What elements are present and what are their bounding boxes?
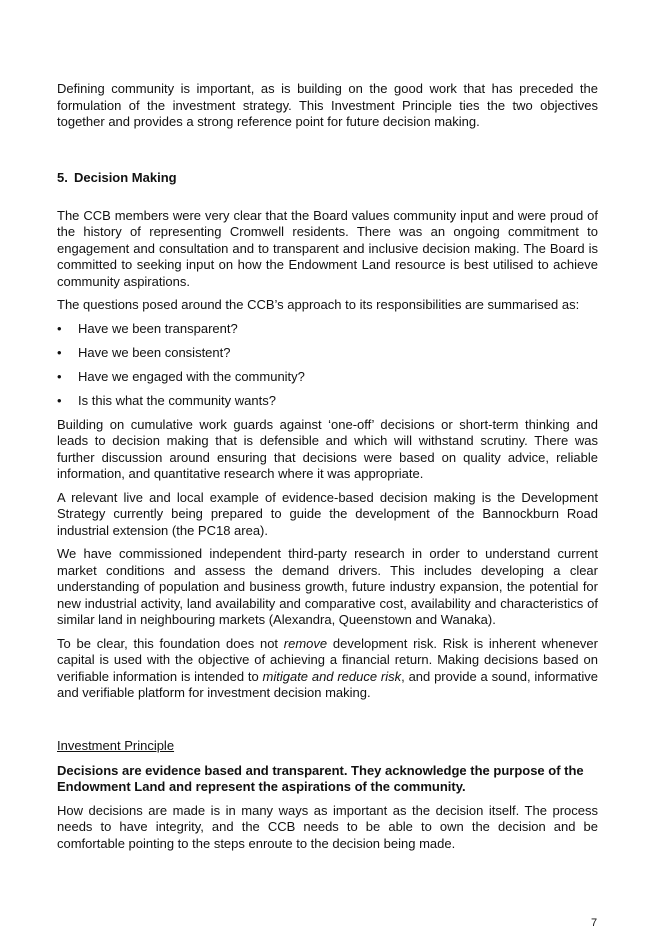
bullet-icon: •	[57, 392, 62, 408]
section-number: 5.	[57, 169, 68, 185]
paragraph-local-example: A relevant live and local example of evidence-based decision making is the Development Strategy currently being prepared to guide the development of the Bannockburn Road industrial extension (the PC18 area).	[57, 489, 598, 538]
paragraph-community-input: The CCB members were very clear that the Board values community input and were proud of the history of representing Cromwell residents. There was an ongoing commitment to engagement and consultation and to transparent and inclusive decision making. The Board is committed to seeking input on how the Endowment Land resource is best utilised to achieve community aspirations.	[57, 207, 598, 289]
paragraph-process: How decisions are made is in many ways as important as the decision itself. The process needs to have integrity, and the CCB needs to be able to own the decision and be comfortable pointing to the steps enroute to the decision being made.	[57, 802, 598, 851]
questions-list	[57, 321, 598, 409]
list-item-text: Have we engaged with the community?	[78, 368, 305, 384]
risk-emphasis-remove: remove	[283, 635, 328, 651]
paragraph-research: We have commissioned independent third-party research in order to understand current market conditions and assess the demand drivers. This includes developing a clear understanding of population and business growth, future industry expansion, the potential for new industrial activity, land availability and comparative cost, availability and characteristics of similar land in neighbouring markets (Alexandra, Queenstown and Wanaka).	[57, 546, 598, 627]
list-item	[57, 393, 598, 409]
page-number: 7	[591, 917, 598, 929]
risk-emphasis-mitigate: mitigate and reduce risk	[262, 668, 402, 684]
risk-text-1: To be clear, this foundation does not	[57, 635, 284, 651]
paragraph-risk	[57, 636, 598, 702]
list-item-text: Have we been transparent?	[78, 320, 238, 336]
list-item	[57, 321, 598, 337]
paragraph-cumulative-work: Building on cumulative work guards against ‘one-off’ decisions or short-term thinking and leads to decision making that is defensible and which will withstand scrutiny. There was further discussion around ensuring that decisions were based on quality advice, reliable information, and quantitative research where it was appropriate.	[57, 416, 598, 481]
list-item	[57, 369, 598, 385]
paragraph-questions-intro: The questions posed around the CCB’s approach to its responsibilities are summarised as:	[57, 297, 580, 312]
list-item-text: Is this what the community wants?	[78, 392, 276, 408]
document-page	[57, 81, 598, 859]
bullet-icon: •	[57, 320, 62, 336]
intro-paragraph: Defining community is important, as is building on the good work that has preceded the formulation of the investment strategy. This Investment Principle ties the two objectives together and provides a strong reference point for future decision making.	[57, 81, 598, 129]
list-item-text: Have we been consistent?	[78, 344, 231, 360]
section-title: Decision Making	[74, 169, 177, 185]
bullet-icon: •	[57, 344, 62, 360]
investment-principle-statement: Decisions are evidence based and transparent. They acknowledge the purpose of the Endowment Land and represent the aspirations of the community.	[57, 762, 584, 794]
risk-text-3: , and provide a sound, informative and verifiable platform for investment decision making.	[57, 668, 598, 700]
list-item	[57, 345, 598, 361]
section-heading	[57, 170, 598, 186]
risk-text-2: development risk. Risk is inherent whenever capital is used with the objective of achieving a financial return. Making decisions based on verifiable information is intended to	[57, 635, 598, 684]
investment-principle-heading: Investment Principle	[57, 737, 175, 753]
bullet-icon: •	[57, 368, 62, 384]
